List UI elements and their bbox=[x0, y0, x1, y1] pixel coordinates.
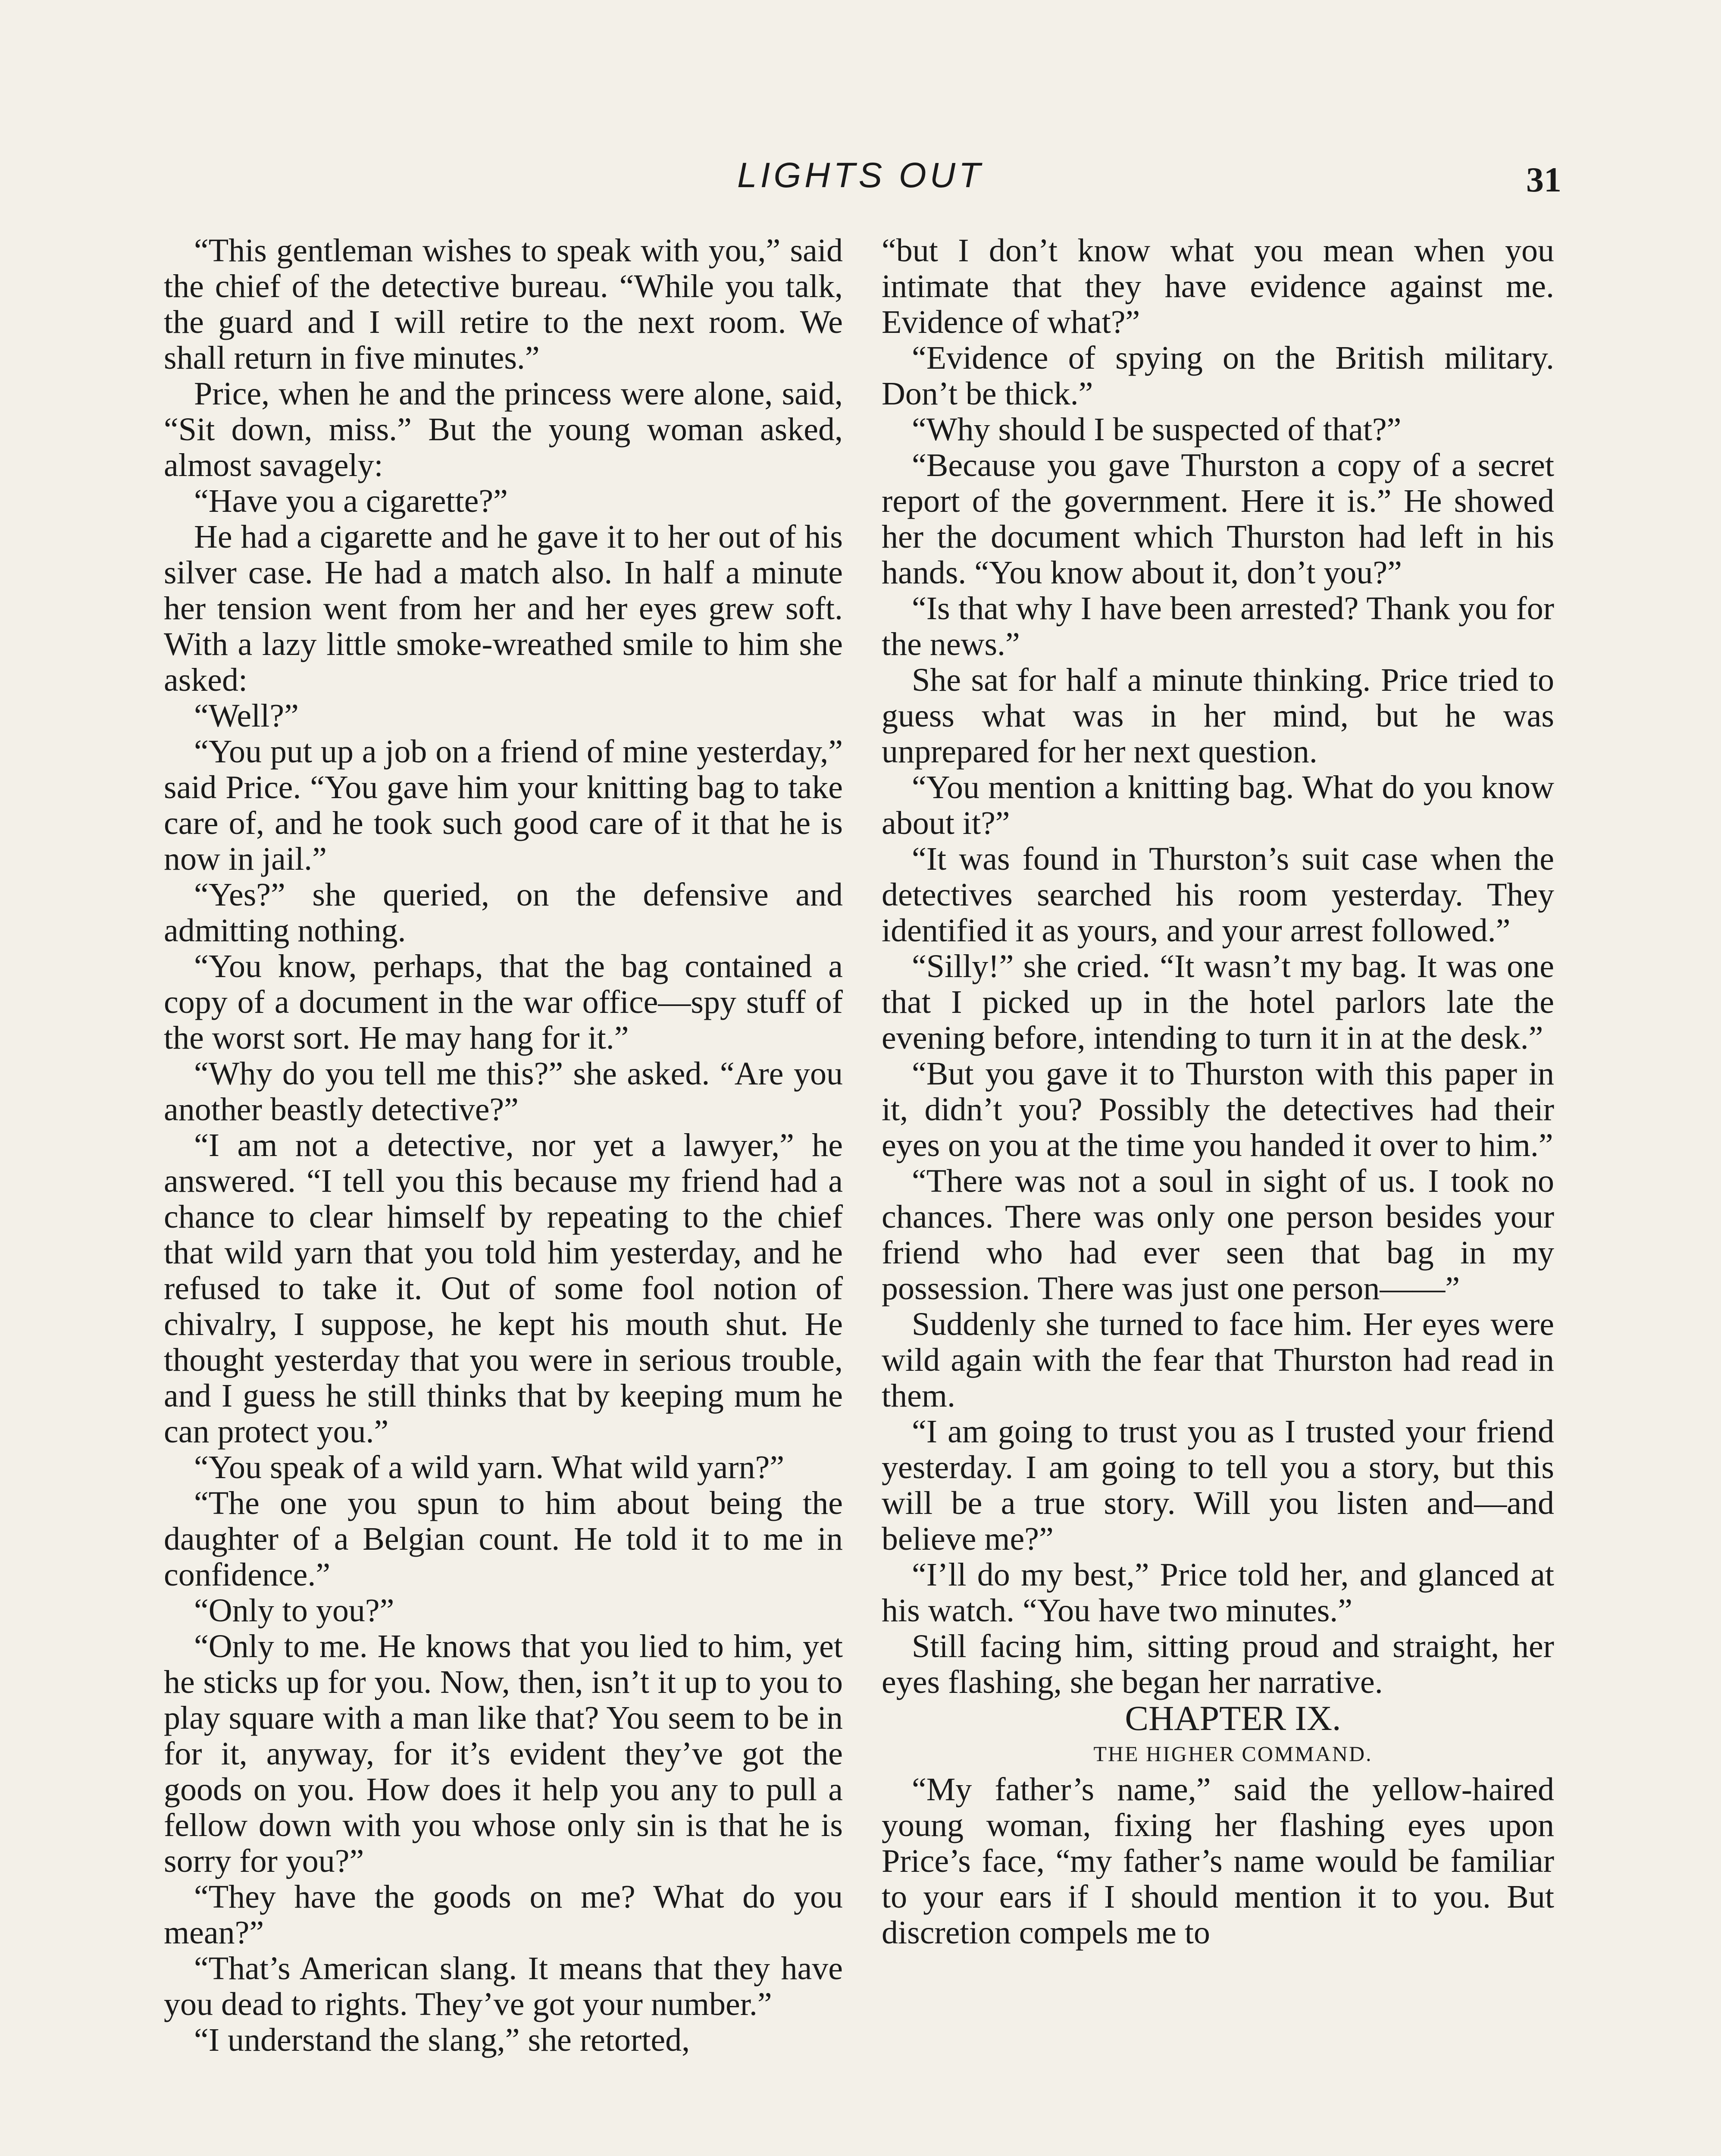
paragraph: Price, when he and the princess were alone, said, “Sit down, miss.” But the young woman asked, almost savagely: bbox=[164, 376, 843, 483]
paragraph: “This gentleman wishes to speak with you,” said the chief of the detective bureau. “While you talk, the guard and I will retire to the next room. We shall return in five minutes.” bbox=[164, 232, 843, 376]
paragraph: “but I don’t know what you mean when you intimate that they have evidence against me. Evidence of what?” bbox=[882, 232, 1554, 340]
right-column bbox=[882, 233, 1554, 1951]
paragraph: “My father’s name,” said the yellow-haired young woman, fixing her flashing eyes upon Price’s face, “my father’s name would be familiar to your ears if I should mention it to you. But discretion compels me to bbox=[882, 1771, 1554, 1951]
paragraph: “I understand the slang,” she retorted, bbox=[194, 2022, 690, 2058]
paragraph: “That’s American slang. It means that they have you dead to rights. They’ve got your number.” bbox=[164, 1950, 843, 2022]
paragraph: “I’ll do my best,” Price told her, and glanced at his watch. “You have two minutes.” bbox=[882, 1557, 1554, 1629]
paragraph: “I am not a detective, nor yet a lawyer,” he answered. “I tell you this because my friend had a chance to clear himself by repeating to the chief that wild yarn that you told him yesterday, and he refused to take it. Out of some fool notion of chivalry, I suppose, he kept his mouth shut. He thought yesterday that you were in serious trouble, and I guess he still thinks that by keeping mum he can protect you.” bbox=[164, 1127, 843, 1450]
paragraph: “I am going to trust you as I trusted your friend yesterday. I am going to tell you a story, but this will be a true story. Will you listen and—and believe me?” bbox=[882, 1413, 1554, 1557]
paragraph: “They have the goods on me? What do you mean?” bbox=[164, 1879, 843, 1951]
paragraph: “Only to you?” bbox=[194, 1592, 394, 1629]
running-header: LIGHTS OUT bbox=[737, 156, 984, 195]
paragraph: “Yes?” she queried, on the defensive and admitting nothing. bbox=[164, 877, 843, 949]
paragraph: “Well?” bbox=[194, 698, 299, 734]
page-number: 31 bbox=[1526, 160, 1561, 199]
paragraph: “You put up a job on a friend of mine yesterday,” said Price. “You gave him your knitting bag to take care of, and he took such good care of it that he is now in jail.” bbox=[164, 733, 843, 877]
paragraph: “Because you gave Thurston a copy of a secret report of the government. Here it is.” He showed her the document which Thurston had left in his hands. “You know about it, don’t you?” bbox=[882, 447, 1554, 591]
left-column bbox=[164, 233, 843, 2058]
paragraph: She sat for half a minute thinking. Price tried to guess what was in her mind, but he was unprepared for her next question. bbox=[882, 662, 1554, 770]
paragraph: “Silly!” she cried. “It wasn’t my bag. It was one that I picked up in the hotel parlors late the evening before, intending to turn it in at the desk.” bbox=[882, 948, 1554, 1056]
paragraph: “Evidence of spying on the British military. Don’t be thick.” bbox=[882, 340, 1554, 412]
paragraph: “Why do you tell me this?” she asked. “Are you another beastly detective?” bbox=[164, 1056, 843, 1128]
paragraph: “Only to me. He knows that you lied to him, yet he sticks up for you. Now, then, isn’t it up to you to play square with a man like that? You seem to be in for it, anyway, for it’s evident they’ve got the goods on you. How does it help you any to pull a fellow down with you whose only sin is that he is sorry for you?” bbox=[164, 1628, 843, 1879]
paragraph: “You know, perhaps, that the bag contained a copy of a document in the war office—spy stuff of the worst sort. He may hang for it.” bbox=[164, 948, 843, 1056]
paragraph: “You mention a knitting bag. What do you know about it?” bbox=[882, 769, 1554, 841]
paragraph: “Is that why I have been arrested? Thank you for the news.” bbox=[882, 590, 1554, 662]
paragraph: “The one you spun to him about being the daughter of a Belgian count. He told it to me in confidence.” bbox=[164, 1485, 843, 1593]
paragraph: “Why should I be suspected of that?” bbox=[912, 411, 1402, 448]
chapter-heading: CHAPTER IX. bbox=[1125, 1698, 1341, 1738]
paragraph: He had a cigarette and he gave it to her out of his silver case. He had a match also. In half a minute her tension went from her and her eyes grew soft. With a lazy little smoke-wreathed smile to him she asked: bbox=[164, 519, 843, 698]
chapter-subtitle: THE HIGHER COMMAND. bbox=[1093, 1742, 1373, 1766]
paragraph: “It was found in Thurston’s suit case when the detectives searched his room yesterday. They identified it as yours, and your arrest followed.” bbox=[882, 841, 1554, 949]
paragraph: “But you gave it to Thurston with this paper in it, didn’t you? Possibly the detectives had their eyes on you at the time you handed it over to him.” bbox=[882, 1056, 1554, 1163]
paragraph: “Have you a cigarette?” bbox=[194, 483, 508, 519]
paragraph: Suddenly she turned to face him. Her eyes were wild again with the fear that Thurston had read in them. bbox=[882, 1306, 1554, 1414]
paragraph: Still facing him, sitting proud and straight, her eyes flashing, she began her narrative. bbox=[882, 1628, 1554, 1700]
paragraph: “You speak of a wild yarn. What wild yarn?” bbox=[194, 1449, 785, 1485]
paragraph: “There was not a soul in sight of us. I took no chances. There was only one person besides your friend who had ever seen that bag in my possession. There was just one person——” bbox=[882, 1163, 1554, 1307]
